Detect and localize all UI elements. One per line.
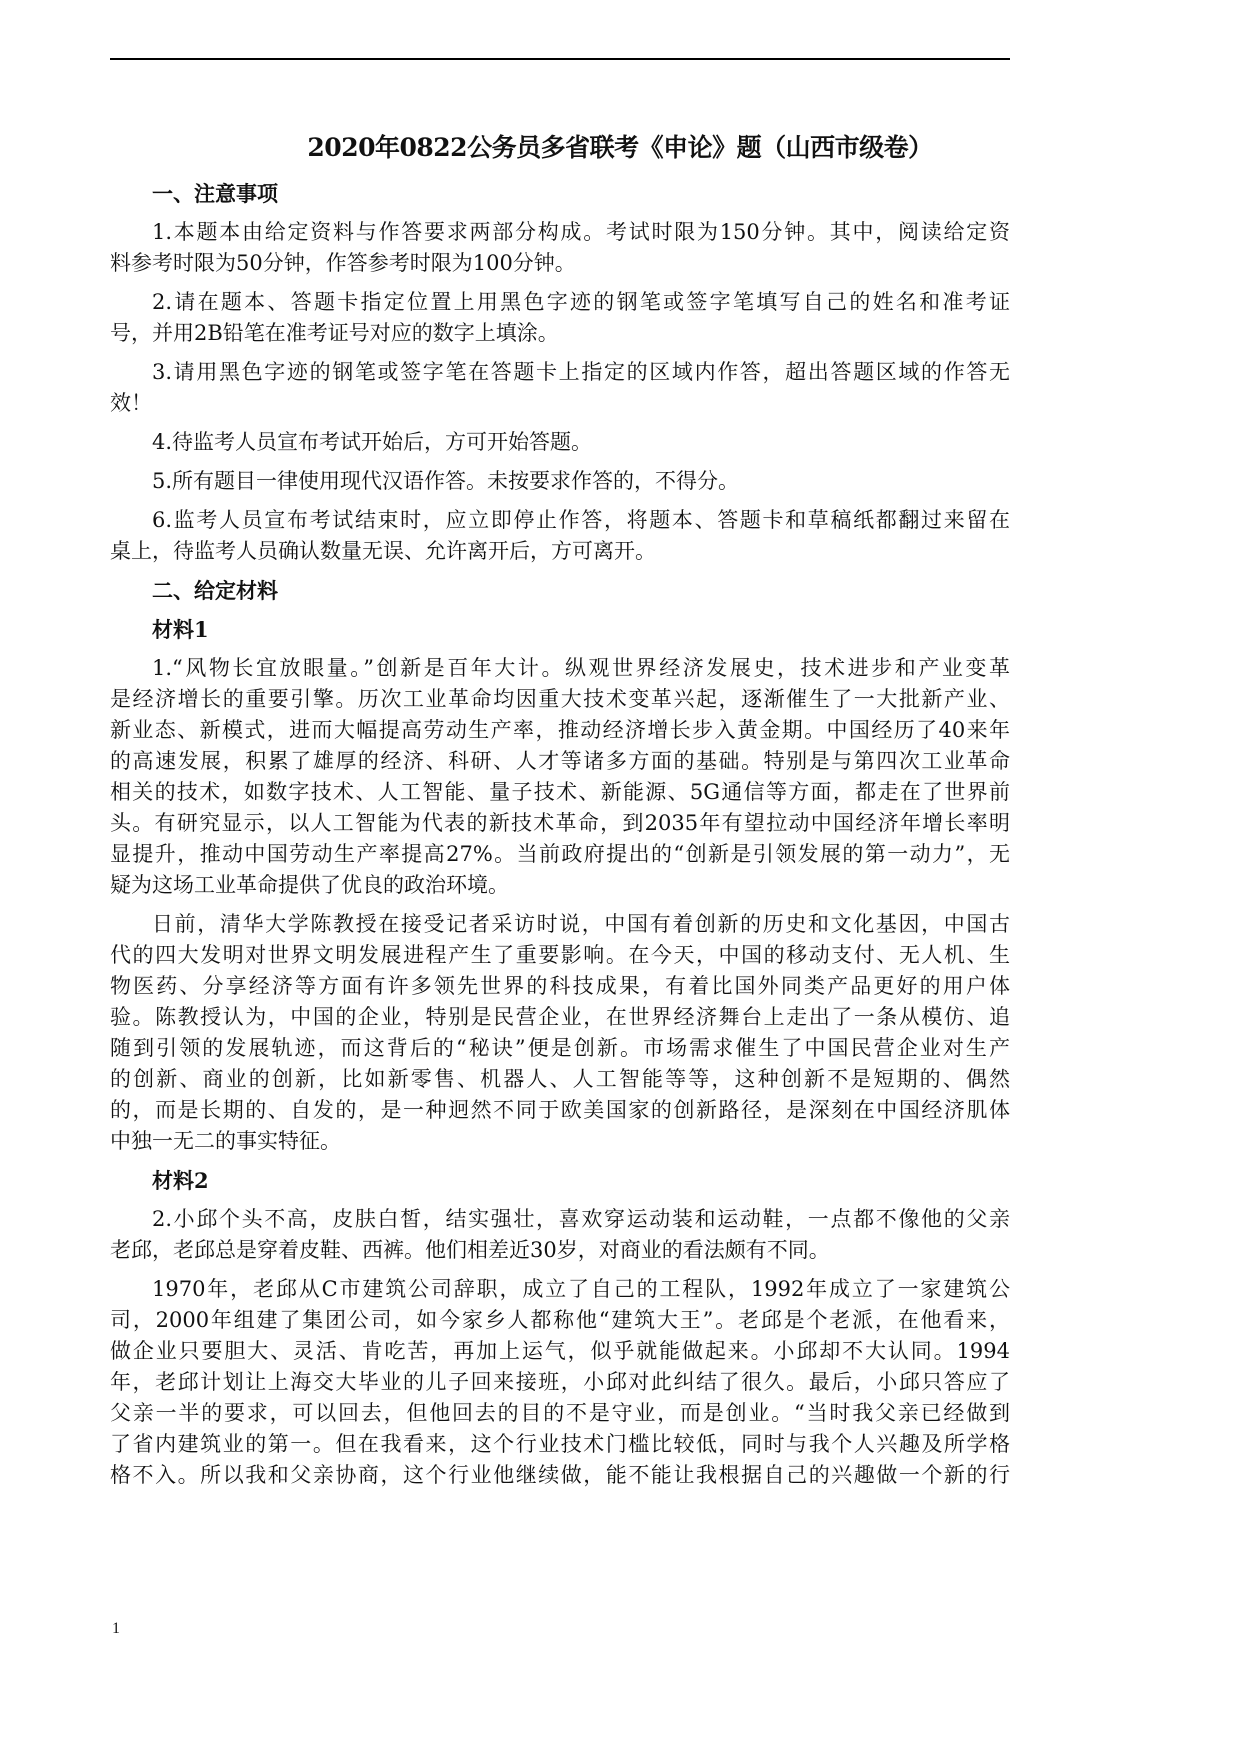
paragraph: [110, 357, 1010, 419]
text-line: 桌上，待监考人员确认数量无误、允许离开后，方可离开。: [110, 539, 656, 563]
text-line: 显提升，推动中国劳动生产率提高27%。当前政府提出的“创新是引领发展的第一动力”，无: [110, 842, 1010, 866]
text-line: 4.待监考人员宣布考试开始后，方可开始答题。: [152, 430, 593, 454]
text-line: 的高速发展，积累了雄厚的经济、科研、人才等诸多方面的基础。特别是与第四次工业革命: [110, 749, 1010, 773]
text-line: 疑为这场工业革命提供了优良的政治环境。: [110, 873, 509, 897]
text-line: 效！: [110, 391, 152, 415]
text-line: 1.本题本由给定资料与作答要求两部分构成。考试时限为150分钟。其中，阅读给定资: [152, 220, 1010, 244]
text-line: 3.请用黑色字迹的钢笔或签字笔在答题卡上指定的区域内作答，超出答题区域的作答无: [152, 360, 1010, 384]
paragraph: [110, 909, 1010, 1157]
text-line: 新业态、新模式，进而大幅提高劳动生产率，推动经济增长步入黄金期。中国经历了40来年: [110, 718, 1010, 742]
section-heading: 一、注意事项: [152, 181, 278, 206]
section-heading: 材料2: [152, 1168, 209, 1193]
text-line: 日前，清华大学陈教授在接受记者采访时说，中国有着创新的历史和文化基因，中国古: [152, 912, 1010, 936]
paragraph: [110, 1204, 1010, 1266]
text-line: 的创新、商业的创新，比如新零售、机器人、人工智能等等，这种创新不是短期的、偶然: [110, 1067, 1010, 1091]
text-line: 父亲一半的要求，可以回去，但他回去的目的不是守业，而是创业。“当时我父亲已经做到: [110, 1401, 1010, 1425]
text-line: 代的四大发明对世界文明发展进程产生了重要影响。在今天，中国的移动支付、无人机、生: [110, 943, 1010, 967]
text-line: 物医药、分享经济等方面有许多领先世界的科技成果，有着比国外同类产品更好的用户体: [110, 974, 1010, 998]
document-title: 2020年0822公务员多省联考《申论》题（山西市级卷）: [307, 133, 933, 162]
document-body: [110, 178, 1010, 1499]
text-line: 号，并用2B铅笔在准考证号对应的数字上填涂。: [110, 321, 559, 345]
text-line: 2.请在题本、答题卡指定位置上用黑色字迹的钢笔或签字笔填写自己的姓名和准考证: [152, 290, 1010, 314]
text-line: 验。陈教授认为，中国的企业，特别是民营企业，在世界经济舞台上走出了一条从模仿、追: [110, 1005, 1010, 1029]
text-line: 年，老邱计划让上海交大毕业的儿子回来接班，小邱对此纠结了很久。最后，小邱只答应了: [110, 1370, 1010, 1394]
paragraph: [110, 217, 1010, 279]
text-line: 5.所有题目一律使用现代汉语作答。未按要求作答的，不得分。: [152, 469, 740, 493]
text-line: 相关的技术，如数字技术、人工智能、量子技术、新能源、5G通信等方面，都走在了世界前: [110, 780, 1010, 804]
text-line: 中独一无二的事实特征。: [110, 1129, 341, 1153]
text-line: 头。有研究显示，以人工智能为代表的新技术革命，到2035年有望拉动中国经济年增长率明: [110, 811, 1010, 835]
section-heading: 材料1: [152, 617, 209, 642]
text-line: 2.小邱个头不高，皮肤白皙，结实强壮，喜欢穿运动装和运动鞋，一点都不像他的父亲: [152, 1207, 1010, 1231]
text-line: 6.监考人员宣布考试结束时，应立即停止作答，将题本、答题卡和草稿纸都翻过来留在: [152, 508, 1010, 532]
paragraph: [110, 653, 1010, 901]
text-line: 了省内建筑业的第一。但在我看来，这个行业技术门槛比较低，同时与我个人兴趣及所学格: [110, 1432, 1010, 1456]
paragraph: [110, 466, 1010, 497]
text-line: 随到引领的发展轨迹，而这背后的“秘诀”便是创新。市场需求催生了中国民营企业对生产: [110, 1036, 1010, 1060]
paragraph: [110, 1274, 1010, 1491]
paragraph: [110, 427, 1010, 458]
text-line: 的，而是长期的、自发的，是一种迥然不同于欧美国家的创新路径，是深刻在中国经济肌体: [110, 1098, 1010, 1122]
text-line: 是经济增长的重要引擎。历次工业革命均因重大技术变革兴起，逐渐催生了一大批新产业、: [110, 687, 1010, 711]
text-line: 1.“风物长宜放眼量。”创新是百年大计。纵观世界经济发展史，技术进步和产业变革: [152, 656, 1010, 680]
text-line: 料参考时限为50分钟，作答参考时限为100分钟。: [110, 251, 576, 275]
page-number: 1: [112, 1620, 120, 1637]
section-heading: 二、给定材料: [152, 578, 278, 603]
paragraph: [110, 287, 1010, 349]
text-line: 1970年，老邱从C市建筑公司辞职，成立了自己的工程队，1992年成立了一家建筑公: [152, 1277, 1010, 1301]
paragraph: [110, 505, 1010, 567]
text-line: 格不入。所以我和父亲协商，这个行业他继续做，能不能让我根据自己的兴趣做一个新的行: [110, 1463, 1010, 1487]
text-line: 司，2000年组建了集团公司，如今家乡人都称他“建筑大王”。老邱是个老派，在他看来，: [110, 1308, 1010, 1332]
header-rule: [110, 58, 1010, 60]
text-line: 老邱，老邱总是穿着皮鞋、西裤。他们相差近30岁，对商业的看法颇有不同。: [110, 1238, 830, 1262]
text-line: 做企业只要胆大、灵活、肯吃苦，再加上运气，似乎就能做起来。小邱却不大认同。1994: [110, 1339, 1010, 1363]
